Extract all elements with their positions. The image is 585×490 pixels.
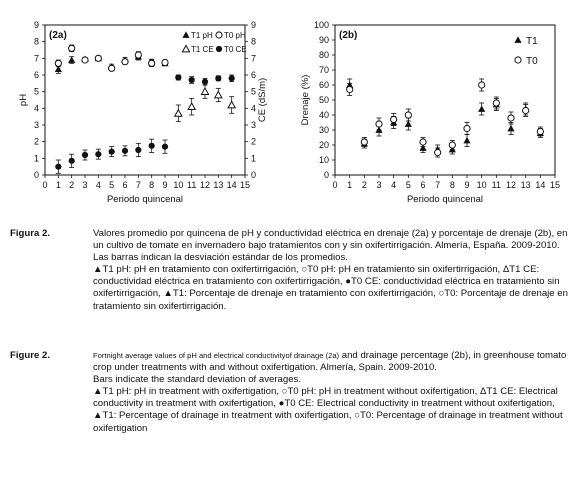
chart-2a-data-point bbox=[95, 151, 101, 157]
caption-spanish-label: Figura 2. bbox=[10, 228, 50, 239]
chart-2b-y-tick-label: 10 bbox=[318, 155, 329, 165]
chart-2a-data-point bbox=[69, 158, 75, 164]
chart-2a-data-point bbox=[122, 59, 128, 65]
chart-2b-data-point bbox=[376, 121, 382, 127]
chart-2b-data-point bbox=[405, 112, 411, 118]
chart-2a-y2-axis-label: CE (dS/m) bbox=[257, 77, 268, 123]
chart-2a-data-point bbox=[82, 152, 88, 158]
chart-2a-y2-tick-label: 6 bbox=[251, 70, 257, 80]
chart-2b-data-point bbox=[420, 139, 426, 145]
chart-2b-y-tick-label: 20 bbox=[318, 140, 329, 150]
chart-2a-x-tick-label: 5 bbox=[109, 180, 115, 190]
chart-2b-y-tick-label: 30 bbox=[318, 125, 329, 135]
chart-2b-data-point bbox=[464, 125, 470, 131]
chart-2a-y-tick-label: 9 bbox=[33, 20, 39, 30]
chart-2b-x-tick-label: 4 bbox=[391, 180, 397, 190]
chart-2a-data-point bbox=[162, 59, 168, 65]
chart-2a-data-point bbox=[175, 74, 181, 80]
chart-2b-x-tick-label: 7 bbox=[435, 180, 441, 190]
chart-2b-y-tick-label: 100 bbox=[313, 20, 329, 30]
chart-2a-data-point bbox=[68, 56, 75, 62]
chart-2b-x-tick-label: 0 bbox=[332, 180, 338, 190]
chart-2a-data-point bbox=[188, 103, 195, 109]
chart-2a-x-tick-label: 0 bbox=[42, 180, 48, 190]
chart-2a-y2-tick-label: 1 bbox=[251, 153, 257, 164]
chart-2b-x-tick-label: 11 bbox=[491, 180, 502, 190]
caption-english-bars-note: Bars indicate the standard deviation of averages. bbox=[93, 374, 301, 386]
caption-spanish-main: Valores promedio por quincena de pH y conductividad eléctrica en drenaje (2a) y porcentaje de drenaje (2b), en un cultivo de tomate en invernadero bajo tratamientos con y sin oxifertirrigación. Almería, España. 2009-2010. bbox=[93, 228, 568, 252]
chart-2a-y2-tick-label: 0 bbox=[251, 170, 257, 180]
caption-spanish-bars-note: Las barras indican la desviación estándar de los promedios. bbox=[93, 252, 348, 264]
chart-2a-x-tick-label: 13 bbox=[213, 180, 224, 190]
chart-2a-data-point bbox=[215, 91, 222, 97]
chart-2a-y-axis-label: pH bbox=[18, 93, 29, 107]
chart-2a-x-tick-label: 4 bbox=[95, 180, 101, 190]
chart-2b-y-tick-label: 70 bbox=[318, 65, 329, 75]
chart-2b-y-tick-label: 60 bbox=[318, 80, 329, 90]
chart-2b-x-tick-label: 15 bbox=[549, 180, 561, 190]
chart-2a-y2-tick-label: 8 bbox=[251, 36, 257, 47]
chart-2b-x-axis-label: Periodo quincenal bbox=[406, 194, 484, 205]
chart-2a-data-point bbox=[122, 148, 128, 154]
caption-english-main: and drainage percentage (2b), in greenhouse tomato crop under treatments with and without oxifertigation. Almería, Spain. 2009-2010. bbox=[93, 350, 567, 374]
chart-2a-y-tick-label: 3 bbox=[33, 120, 39, 130]
chart-2b-y-tick-label: 40 bbox=[318, 110, 329, 120]
chart-2a-data-point bbox=[228, 101, 235, 107]
chart-2b-x-tick-label: 2 bbox=[361, 180, 367, 190]
chart-2a-x-tick-label: 3 bbox=[82, 180, 88, 190]
chart-2a-x-tick-label: 14 bbox=[226, 180, 237, 190]
chart-2a-y2-tick-label: 2 bbox=[251, 136, 257, 147]
chart-2a-data-point bbox=[109, 65, 115, 71]
chart-2b-x-tick-label: 13 bbox=[520, 180, 531, 190]
chart-2a-x-tick-label: 11 bbox=[186, 180, 197, 190]
caption-english-legend-key: ▲T1 pH: pH in treatment with oxifertigation, ○T0 pH: pH in treatment without oxifertigation, ΔT1 CE: Electrical conductivity in treatment with oxifertigation, ●T0 CE: Electrical conductivity in treatment without oxifertigation, ▲T1: Percentage of drainage in treatment with oxifertigation, ○T0: Percentage of drainage in treatment without oxifertigation bbox=[93, 386, 563, 434]
chart-2b-x-tick-label: 5 bbox=[405, 180, 411, 190]
chart-2a-x-tick-label: 9 bbox=[162, 180, 168, 190]
chart-2a-data-point bbox=[109, 149, 115, 155]
chart-2b-x-tick-label: 9 bbox=[464, 180, 470, 190]
chart-2a-x-tick-label: 6 bbox=[122, 180, 128, 190]
chart-2b-data-point bbox=[449, 142, 455, 148]
chart-2b-panel-label: (2b) bbox=[339, 30, 358, 41]
chart-2a-data-point bbox=[135, 147, 141, 153]
chart-2b-data-point bbox=[523, 107, 529, 113]
chart-2a-panel-label: (2a) bbox=[49, 30, 67, 41]
chart-2a-data-point bbox=[69, 45, 75, 51]
chart-2a-x-tick-label: 12 bbox=[199, 180, 211, 190]
chart-2a-x-tick-label: 1 bbox=[55, 180, 61, 190]
chart-2a-y-tick-label: 6 bbox=[33, 70, 39, 80]
chart-2b-data-point bbox=[508, 115, 514, 121]
chart-2b-data-point bbox=[391, 116, 397, 122]
chart-2b-x-tick-label: 3 bbox=[376, 180, 382, 190]
chart-2b-x-tick-label: 1 bbox=[347, 180, 353, 190]
chart-2a-y2-tick-label: 7 bbox=[251, 53, 257, 64]
chart-2a-legend-label: T0 pH bbox=[224, 31, 246, 40]
chart-2b-x-tick-label: 10 bbox=[476, 180, 487, 190]
chart-2b-data-point bbox=[478, 105, 485, 111]
chart-2a-y2-tick-label: 9 bbox=[251, 20, 257, 30]
chart-2b-data-point bbox=[537, 128, 543, 134]
chart-2a-y-tick-label: 0 bbox=[33, 170, 39, 180]
chart-2a-data-point bbox=[175, 110, 182, 116]
chart-2b-y-tick-label: 90 bbox=[318, 35, 329, 45]
chart-2b-plot-frame bbox=[335, 25, 555, 175]
caption-spanish-legend-key: ▲T1 pH: pH en tratamiento con oxifertirrigación, ○T0 pH: pH en tratamiento sin oxifertirrigación, ΔT1 CE: conductividad eléctrica en tratamiento con oxifertirrigación, ●T0 CE: conductividad eléctrica en tratamiento sin oxifertirrigación, ▲T1: Porcentaje de drenaje en tratamiento con oxifertirrigación, ○T0: Porcentaje de drenaje en tratamiento sin oxifertirrigación. bbox=[93, 264, 568, 312]
chart-2b-legend-label: T1 bbox=[526, 36, 538, 47]
chart-2a-data-point bbox=[162, 144, 168, 150]
chart-2a-data-point bbox=[202, 79, 208, 85]
chart-2b-y-tick-label: 80 bbox=[318, 50, 329, 60]
chart-2a-data-point bbox=[55, 164, 61, 170]
chart-2a-data-point bbox=[229, 75, 235, 81]
chart-2a-legend-marker bbox=[216, 46, 222, 52]
chart-2a-data-point bbox=[215, 75, 221, 81]
chart-2b-data-point bbox=[463, 137, 470, 143]
caption-english-label: Figure 2. bbox=[10, 350, 50, 361]
chart-2a-data-point bbox=[82, 57, 88, 63]
chart-2b-data-point bbox=[361, 139, 367, 145]
chart-2a-x-tick-label: 8 bbox=[149, 180, 155, 190]
chart-2a-legend-label: T1 CE bbox=[191, 45, 214, 54]
chart-2a-x-tick-label: 10 bbox=[173, 180, 184, 190]
chart-2a-x-axis-label: Periodo quincenal bbox=[106, 194, 184, 205]
chart-2a-y2-tick-label: 5 bbox=[251, 86, 257, 97]
caption-english-main-small: Fortnight average values of pH and electrical conductivityof drainage (2a) bbox=[93, 351, 340, 360]
chart-2a-data-point bbox=[149, 143, 155, 149]
chart-2a-y-tick-label: 5 bbox=[33, 86, 39, 97]
chart-2a-legend-label: T0 CE bbox=[224, 45, 247, 54]
chart-2a-data-point bbox=[189, 77, 195, 83]
chart-2b-data-point bbox=[479, 82, 485, 88]
chart-2a-legend-marker bbox=[182, 31, 189, 37]
chart-2a-legend-marker bbox=[182, 45, 189, 51]
chart-2a-y2-tick-label: 3 bbox=[251, 120, 257, 130]
chart-2b-x-tick-label: 8 bbox=[449, 180, 455, 190]
chart-2b-y-tick-label: 50 bbox=[318, 95, 329, 105]
chart-2a-data-point bbox=[201, 88, 208, 94]
chart-2a-legend-marker bbox=[216, 32, 222, 38]
chart-2b-y-axis-label: Drenaje (%) bbox=[300, 74, 311, 126]
chart-2b-x-tick-label: 6 bbox=[420, 180, 426, 190]
chart-2b-data-point bbox=[347, 86, 353, 92]
chart-2a-data-point bbox=[135, 52, 141, 58]
chart-2a-legend-label: T1 pH bbox=[191, 31, 213, 40]
chart-2b-x-tick-label: 12 bbox=[505, 180, 517, 190]
chart-2b-data-point bbox=[493, 100, 499, 106]
chart-2a-x-tick-label: 15 bbox=[239, 180, 251, 190]
chart-2a-y-tick-label: 4 bbox=[33, 103, 39, 114]
chart-2b-legend-marker bbox=[515, 57, 521, 63]
chart-2a-data-point bbox=[55, 60, 61, 66]
chart-2a-y-tick-label: 8 bbox=[33, 36, 39, 47]
chart-2a-y-tick-label: 7 bbox=[33, 53, 39, 64]
chart-2a-data-point bbox=[149, 60, 155, 66]
figure-charts bbox=[0, 0, 585, 215]
chart-2b-x-tick-label: 14 bbox=[535, 180, 546, 190]
chart-2a-data-point bbox=[95, 55, 101, 61]
chart-2b-y-tick-label: 0 bbox=[323, 170, 329, 180]
chart-2a-y-tick-label: 1 bbox=[33, 153, 39, 164]
chart-2b-data-point bbox=[435, 149, 441, 155]
chart-2a-y2-tick-label: 4 bbox=[251, 103, 257, 114]
chart-2a-x-tick-label: 2 bbox=[69, 180, 75, 190]
chart-2b-legend-label: T0 bbox=[526, 56, 538, 67]
chart-2a-x-tick-label: 7 bbox=[135, 180, 141, 190]
chart-2b-data-point bbox=[507, 125, 514, 131]
chart-2b-legend-marker bbox=[514, 36, 521, 42]
chart-2a-y-tick-label: 2 bbox=[33, 136, 39, 147]
